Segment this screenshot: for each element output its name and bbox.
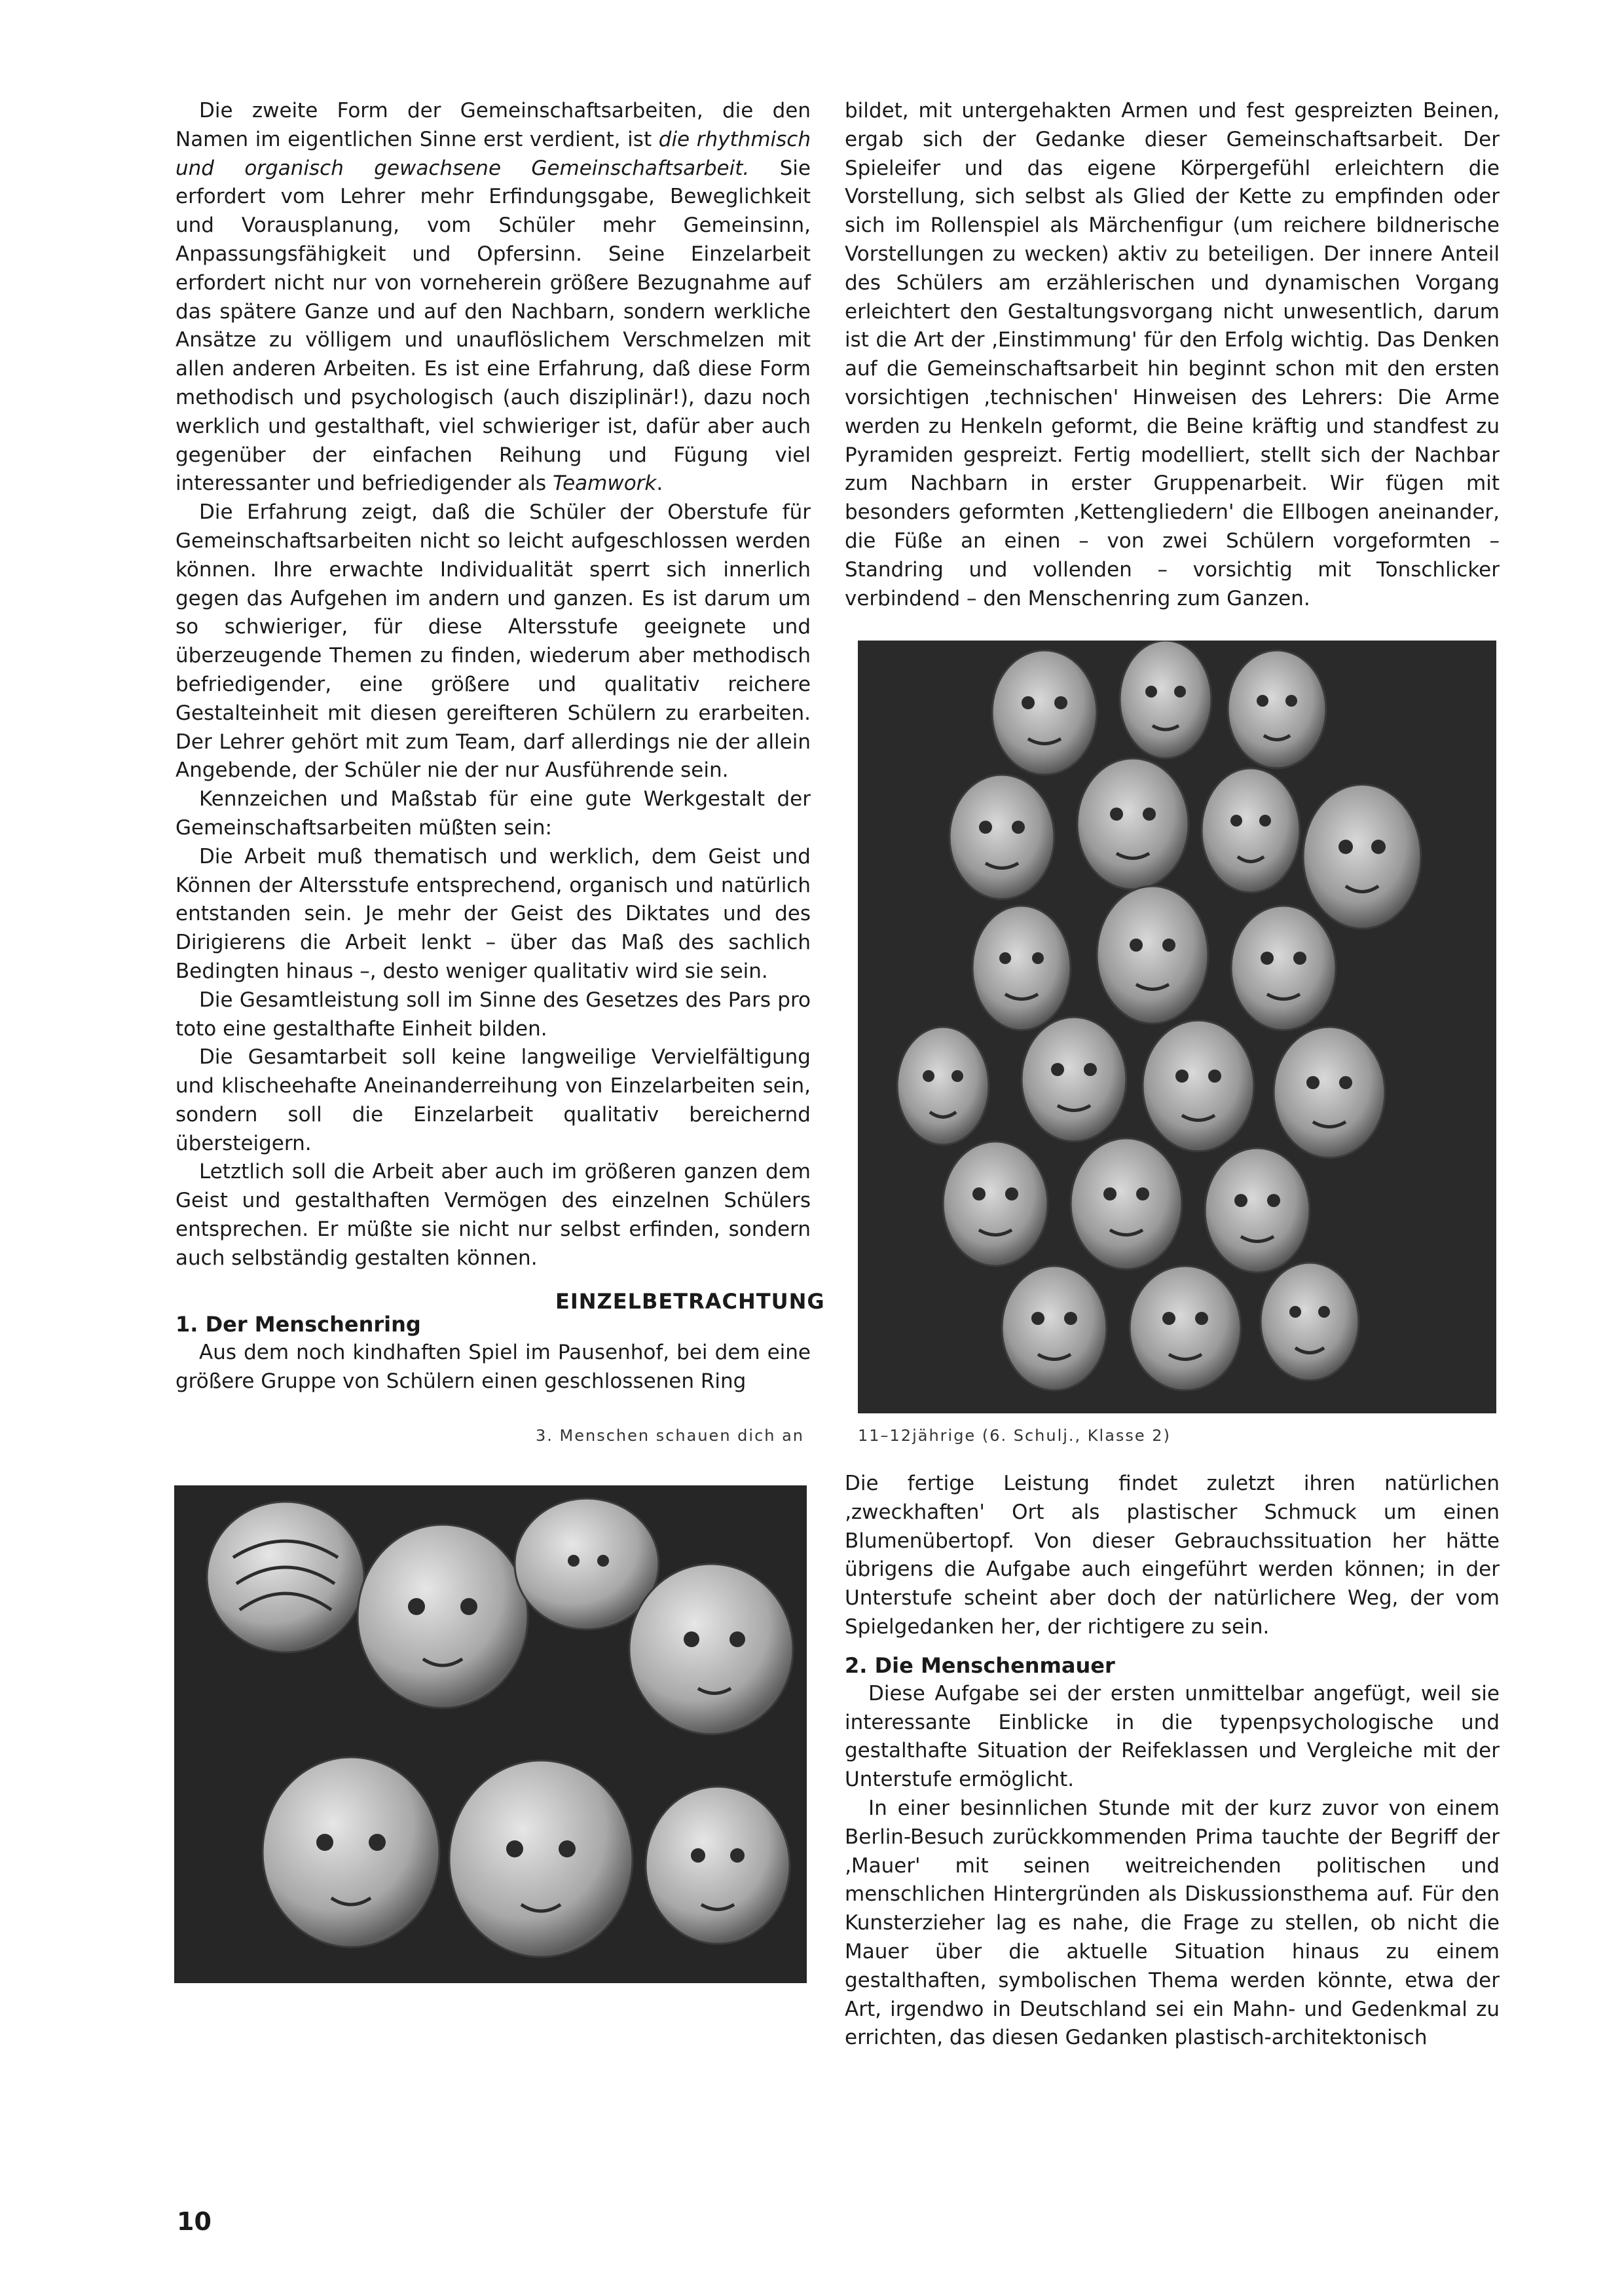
figure-caption-left: 3. Menschen schauen dich an [536,1426,805,1445]
paragraph: Die Gesamtarbeit soll keine langweilige Vervielfältigung und klischeehafte Aneinanderreihung von Einzelarbeiten sein, sondern soll die Einzelarbeit qualitativ bereichernd übersteigern. [175,1045,811,1155]
paragraph: Die zweite Form der Gemeinschaftsarbeiten, die den Namen im eigentlichen Sinne erst verdient, ist die rhythmisch und organisch gewachsene Gemeinschaftsarbeit. Sie erfordert vom Lehrer mehr Erfindungsgabe, Beweglichkeit und Vorausplanung, vom Schüler mehr Gemeinsinn, Anpassungsfähigkeit und Opfersinn. Seine Einzelarbeit erfordert nicht nur von vorneherein größere Bezugnahme auf das spätere Ganze und auf den Nachbarn, sondern werkliche Ansätze zu völligem und unauflöslichem Verschmelzen mit allen anderen Arbeiten. Es ist eine Erfahrung, daß diese Form methodisch und psychologisch (auch disziplinär!), dazu noch werklich und gestalthaft, viel schwieriger ist, dafür aber auch gegenüber der einfachen Reihung und Fügung viel interessanter und befriedigender als Teamwork. [175,99,811,496]
right-column-top [845,97,1500,613]
right-column-bottom [845,1470,1500,2053]
section-1-block [175,1310,811,1396]
paragraph: Die fertige Leistung findet zuletzt ihren natürlichen ‚zweckhaften' Ort als plastischer Schmuck um einen Blumenübertopf. Von dieser Gebrauchssituation her hätte übrigens die Aufgabe auch eingeführt werden können; in der Unterstufe scheint aber doch der natürlichere Weg, der vom Spielgedanken her, der richtigere zu sein. [845,1472,1500,1639]
paragraph: Diese Aufgabe sei der ersten unmittelbar angefügt, weil sie interessante Einblicke in die typenpsychologische und gestalthafte Situation der Reifeklassen und Vergleiche mit der Unterstufe ermöglicht. [845,1681,1500,1792]
paragraph: Letztlich soll die Arbeit aber auch im größeren ganzen dem Geist und gestalthaften Vermögen des einzelnen Schülers entsprechen. Er müßte sie nicht nur selbst erfinden, sondern auch selbständig gestalten können. [175,1160,811,1270]
section-heading: EINZELBETRACHTUNG [555,1289,825,1314]
figure-caption-right: 11–12jährige (6. Schulj., Klasse 2) [858,1426,1171,1445]
paragraph: Die Erfahrung zeigt, daß die Schüler der Oberstufe für Gemeinschaftsarbeiten nicht so leicht aufgeschlossen werden können. Ihre erwachte Individualität sperrt sich innerlich gegen das Aufgehen im andern und ganzen. Es ist darum um so schwieriger, für diese Altersstufe geeignete und überzeugende Themen zu finden, wiederum aber methodisch befriedigender, eine größere und qualitativ reichere Gestalteinheit mit diesen gereifteren Schülern zu erarbeiten. Der Lehrer gehört mit zum Team, darf allerdings nie der allein Angebende, der Schüler nie der nur Ausführende sein. [175,500,811,783]
clay-faces-image [858,641,1496,1413]
paragraph: Die Arbeit muß thematisch und werklich, dem Geist und Können der Altersstufe entsprechend, organisch und natürlich entstanden sein. Je mehr der Geist des Diktates und des Dirigierens die Arbeit lenkt – über das Maß des sachlich Bedingten hinaus –, desto weniger qualitativ wird sie sein. [175,844,811,983]
paragraph: In einer besinnlichen Stunde mit der kurz zuvor von einem Berlin-Besuch zurückkommenden Prima tauchte der Begriff der ‚Mauer' mit seinen weitreichenden politischen und menschlichen Hintergründen als Diskussionsthema auf. Für den Kunsterzieher lag es nahe, die Frage zu stellen, ob nicht die Mauer über die aktuelle Situation hinaus zu einem gestalthaften, symbolischen Thema werden könnte, etwa der Art, irgendwo in Deutschland sei ein Mahn- und Gedenkmal zu errichten, das diesen Gedanken plastisch-architektonisch [845,1796,1500,2050]
paragraph: Aus dem noch kindhaften Spiel im Pausenhof, bei dem eine größere Gruppe von Schülern einen geschlossenen Ring [175,1341,811,1393]
photo-clay-faces-relief [858,641,1496,1413]
paragraph: Die Gesamtleistung soll im Sinne des Gesetzes des Pars pro toto eine gestalthafte Einheit bilden. [175,988,811,1041]
subheading: 2. Die Menschenmauer [845,1652,1115,1678]
clay-heads-image [174,1485,807,1983]
left-column [175,97,811,1273]
paragraph: Kennzeichen und Maßstab für eine gute Werkgestalt der Gemeinschaftsarbeiten müßten sein: [175,787,811,840]
photo-clay-heads [174,1485,807,1983]
page-number: 10 [177,2207,212,2236]
paragraph: bildet, mit untergehakten Armen und fest gespreizten Beinen, ergab sich der Gedanke dieser Gemeinschaftsarbeit. Der Spieleifer und das eigene Körpergefühl erleichtern die Vorstellung, sich selbst als Glied der Kette zu empfinden oder sich im Rollenspiel als Märchenfigur (um reichere bildnerische Vorstellungen zu wecken) aktiv zu beteiligen. Der innere Anteil des Schülers am erzählerischen und dynamischen Vorgang erleichtert den Gestaltungsvorgang nicht unwesentlich, darum ist die Art der ‚Einstimmung' für den Erfolg wichtig. Das Denken auf die Gemeinschaftsarbeit hin beginnt schon mit den ersten vorsichtigen ‚technischen' Hinweisen des Lehrers: Die Arme werden zu Henkeln geformt, die Beine kräftig und standfest zu Pyramiden gespreizt. Fertig modelliert, stellt sich der Nachbar zum Nachbarn in erster Gruppenarbeit. Wir fügen mit besonders geformten ‚Kettengliedern' die Ellbogen aneinander, die Füße an einen – von zwei Schülern vorgeformten – Standring und vollenden – vorsichtig mit Tonschlicker verbindend – den Menschenring zum Ganzen. [845,99,1500,610]
subheading: 1. Der Menschenring [175,1312,421,1337]
